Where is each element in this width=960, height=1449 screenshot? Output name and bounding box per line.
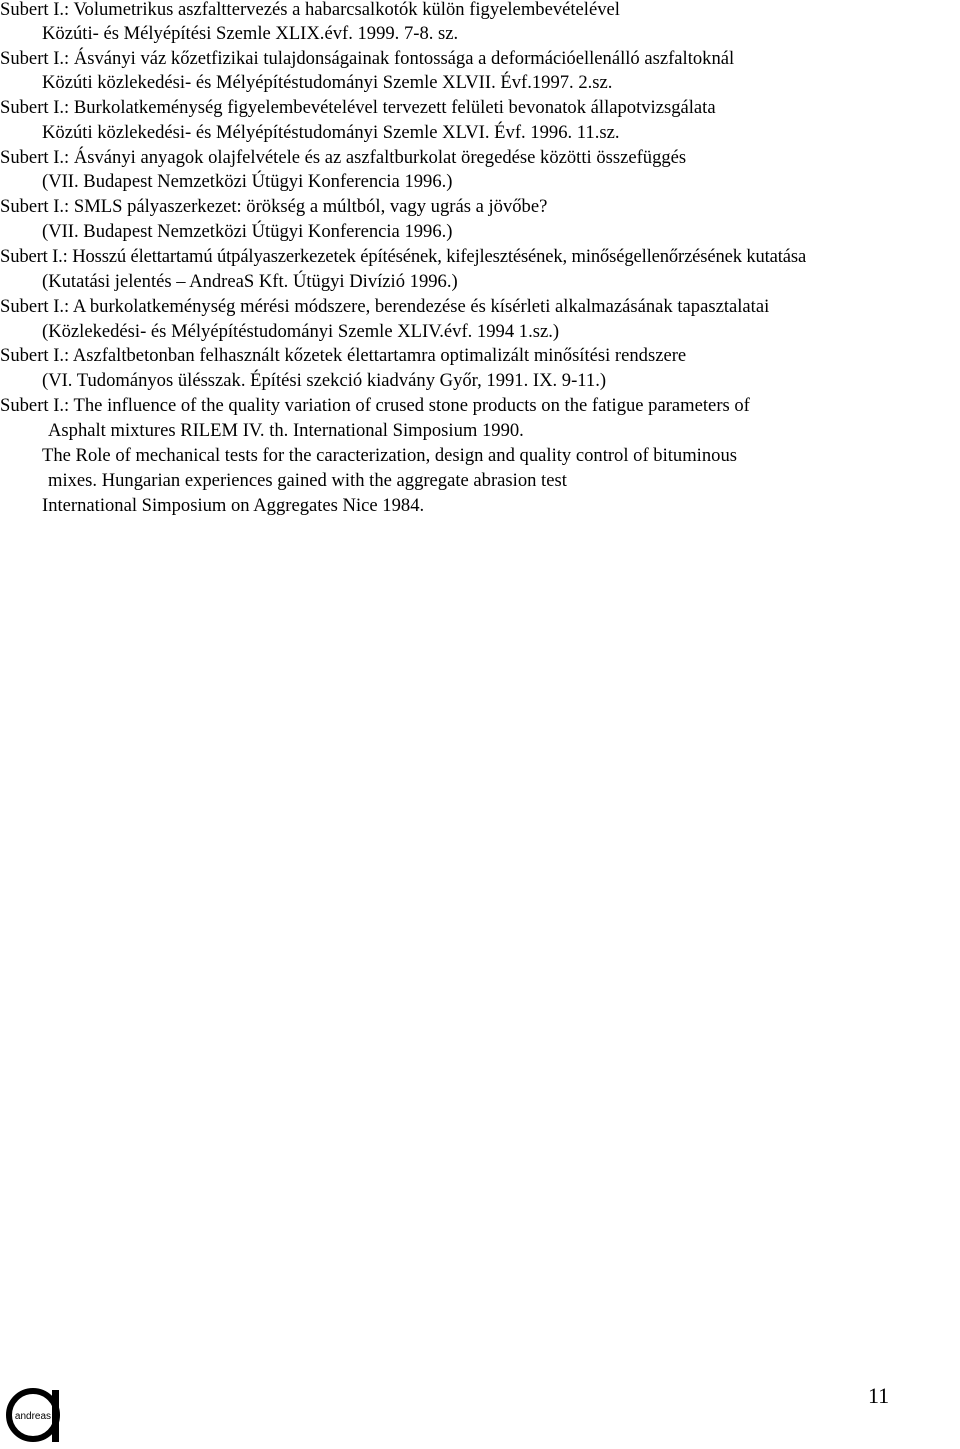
reference-line: Közúti- és Mélyépítési Szemle XLIX.évf. 1999. 7-8. sz.: [42, 23, 459, 44]
reference-line: mixes. Hungarian experiences gained with the aggregate abrasion test: [48, 470, 567, 491]
reference-line: (Közlekedési- és Mélyépítéstudományi Szemle XLIV.évf. 1994 1.sz.): [42, 321, 560, 342]
reference-line: The Role of mechanical tests for the caracterization, design and quality control of bituminous: [42, 445, 737, 466]
reference-line: Subert I.: Aszfaltbetonban felhasznált kőzetek élettartamra optimalizált minősítési rendszere: [0, 345, 687, 366]
reference-line: Subert I.: The influence of the quality variation of crused stone products on the fatigue parameters of: [0, 395, 750, 416]
reference-line: Subert I.: Ásványi váz kőzetfizikai tulajdonságainak fontossága a deformációellenálló aszfaltoknál: [0, 48, 735, 69]
reference-line: Subert I.: A burkolatkeménység mérési módszere, berendezése és kísérleti alkalmazásának tapasztalatai: [0, 296, 770, 317]
page-number: 11: [868, 1383, 890, 1408]
andreas-logo: [4, 1386, 64, 1444]
reference-line: (Kutatási jelentés – AndreaS Kft. Útügyi Divízió 1996.): [42, 271, 458, 292]
reference-line: Subert I.: Volumetrikus aszfalttervezés a habarcsalkotók külön figyelembevételével: [0, 0, 620, 20]
logo-text: andreas: [14, 1411, 52, 1422]
reference-line: Subert I.: Ásványi anyagok olajfelvétele és az aszfaltburkolat öregedése közötti összefüggés: [0, 147, 687, 168]
reference-line: (VII. Budapest Nemzetközi Útügyi Konferencia 1996.): [42, 221, 453, 242]
reference-line: Közúti közlekedési- és Mélyépítéstudományi Szemle XLVII. Évf.1997. 2.sz.: [42, 72, 613, 93]
reference-line: Subert I.: Burkolatkeménység figyelembevételével tervezett felületi bevonatok állapotvizsgálata: [0, 97, 716, 118]
reference-line: Asphalt mixtures RILEM IV. th. International Simposium 1990.: [48, 420, 524, 441]
reference-line: (VII. Budapest Nemzetközi Útügyi Konferencia 1996.): [42, 171, 453, 192]
reference-line: International Simposium on Aggregates Nice 1984.: [42, 495, 425, 516]
reference-line: Subert I.: SMLS pályaszerkezet: örökség a múltból, vagy ugrás a jövőbe?: [0, 196, 548, 217]
reference-line: (VI. Tudományos ülésszak. Építési szekció kiadvány Győr, 1991. IX. 9-11.): [42, 370, 607, 391]
reference-line: Subert I.: Hosszú élettartamú útpályaszerkezetek építésének, kifejlesztésének, minőségellenőrzésének kutatása: [0, 246, 807, 267]
reference-line: Közúti közlekedési- és Mélyépítéstudományi Szemle XLVI. Évf. 1996. 11.sz.: [42, 122, 620, 143]
